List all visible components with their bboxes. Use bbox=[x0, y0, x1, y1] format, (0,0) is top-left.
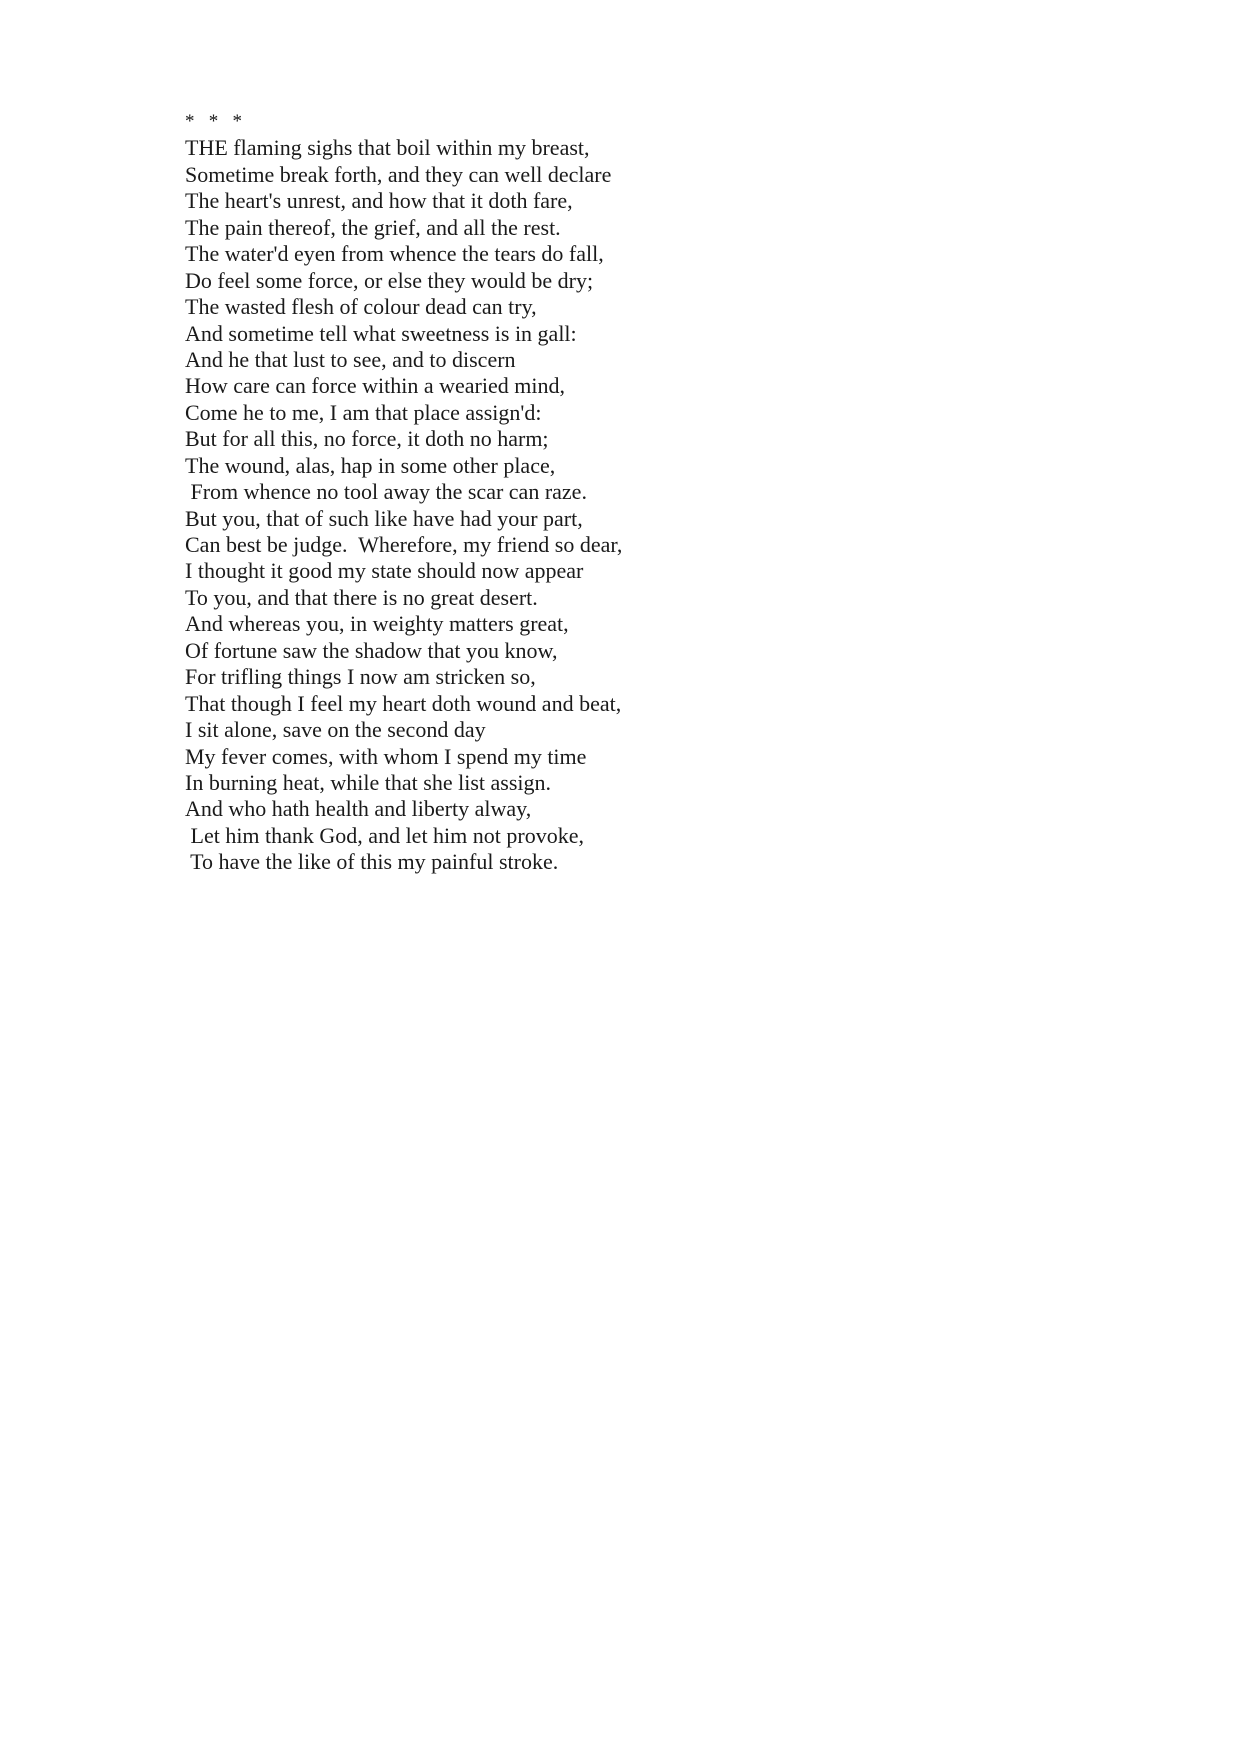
poem-line: The wasted flesh of colour dead can try, bbox=[185, 294, 537, 320]
poem-line: For trifling things I now am stricken so, bbox=[185, 664, 536, 690]
poem-line: Do feel some force, or else they would be dry; bbox=[185, 267, 594, 293]
poem-line: And who hath health and liberty alway, bbox=[185, 796, 532, 822]
poem-line: And sometime tell what sweetness is in gall: bbox=[185, 320, 577, 346]
poem-line: The pain thereof, the grief, and all the rest. bbox=[185, 214, 561, 240]
poem-line: To you, and that there is no great desert. bbox=[185, 584, 538, 610]
poem-line: How care can force within a wearied mind, bbox=[185, 373, 565, 399]
poem-line: To have the like of this my painful stroke. bbox=[185, 849, 559, 875]
poem-line: Let him thank God, and let him not provoke, bbox=[185, 822, 584, 848]
poem-line: Sometime break forth, and they can well declare bbox=[185, 161, 612, 187]
poem-line: I thought it good my state should now appear bbox=[185, 558, 584, 584]
poem-line: In burning heat, while that she list assign. bbox=[185, 769, 551, 795]
poem-line: From whence no tool away the scar can raze. bbox=[185, 479, 587, 505]
poem-line: And he that lust to see, and to discern bbox=[185, 346, 516, 372]
section-ornament: * * * bbox=[185, 111, 242, 132]
poem-line: Of fortune saw the shadow that you know, bbox=[185, 637, 558, 663]
poem-line: The heart's unrest, and how that it doth fare, bbox=[185, 188, 573, 214]
poem-line: THE flaming sighs that boil within my breast, bbox=[185, 135, 590, 161]
poem-line: That though I feel my heart doth wound and beat, bbox=[185, 690, 622, 716]
poem-line: Can best be judge. Wherefore, my friend so dear, bbox=[185, 532, 623, 557]
poem-line: But you, that of such like have had your part, bbox=[185, 505, 583, 531]
poem-line: But for all this, no force, it doth no harm; bbox=[185, 426, 549, 452]
poem bbox=[185, 109, 1085, 876]
poem-line: Come he to me, I am that place assign'd: bbox=[185, 399, 542, 425]
poem-line: I sit alone, save on the second day bbox=[185, 717, 486, 743]
poem-line: And whereas you, in weighty matters great, bbox=[185, 611, 569, 637]
poem-line: The water'd eyen from whence the tears do fall, bbox=[185, 241, 604, 267]
poem-line: The wound, alas, hap in some other place, bbox=[185, 452, 556, 478]
poem-line: My fever comes, with whom I spend my time bbox=[185, 743, 587, 769]
